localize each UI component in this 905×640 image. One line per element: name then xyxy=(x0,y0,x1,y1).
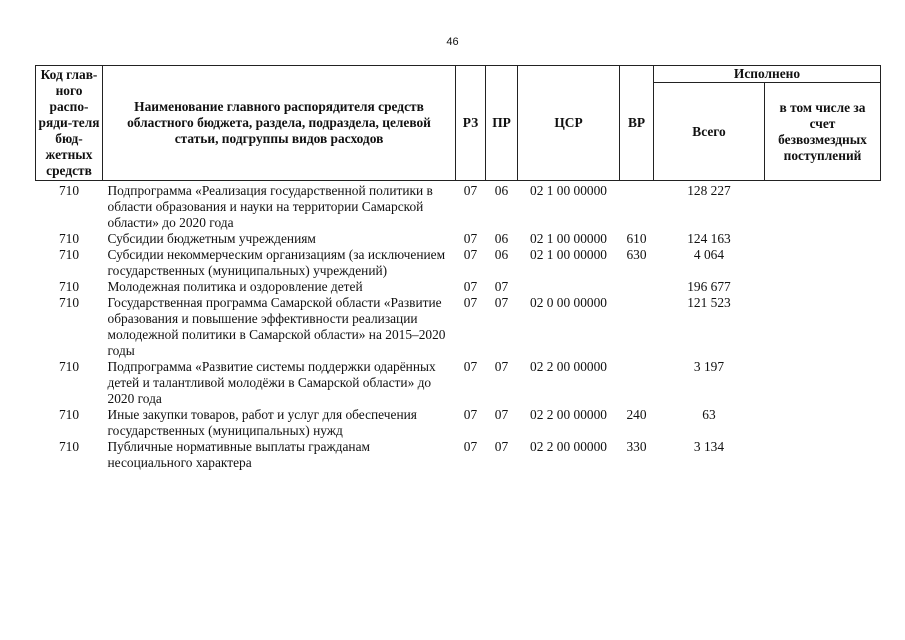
cell-code: 710 xyxy=(58,231,80,246)
table-body xyxy=(36,181,881,472)
cell-free xyxy=(765,231,881,247)
cell-vr: 240 xyxy=(626,407,647,422)
table-row xyxy=(36,247,881,279)
cell-code: 710 xyxy=(58,183,80,198)
cell-vr xyxy=(620,181,654,232)
cell-pr: 06 xyxy=(494,183,509,198)
cell-total: 3 134 xyxy=(693,439,725,454)
cell-pr: 07 xyxy=(494,439,509,454)
cell-name: Субсидии бюджетным учреждениям xyxy=(107,231,316,246)
cell-rz: 07 xyxy=(463,247,478,262)
cell-total: 124 163 xyxy=(687,231,731,246)
cell-rz: 07 xyxy=(463,279,478,294)
cell-total: 3 197 xyxy=(693,359,725,374)
cell-free xyxy=(765,407,881,439)
header-free: в том числе за счет безвозмездных поступлений xyxy=(765,83,881,181)
cell-free xyxy=(765,279,881,295)
cell-csr: 02 2 00 00000 xyxy=(530,407,607,422)
cell-free xyxy=(765,439,881,471)
table-row xyxy=(36,181,881,232)
cell-rz: 07 xyxy=(463,407,478,422)
table-header xyxy=(36,66,881,181)
cell-rz: 07 xyxy=(463,359,478,374)
header-total: Всего xyxy=(654,83,765,181)
cell-free xyxy=(765,359,881,407)
cell-csr: 02 2 00 00000 xyxy=(530,359,607,374)
cell-free xyxy=(765,181,881,232)
header-code: Код глав-ного распо-ряди-теля бюд-жетных средств xyxy=(36,66,103,181)
cell-vr: 630 xyxy=(626,247,647,262)
cell-code: 710 xyxy=(58,359,80,374)
header-name: Наименование главного распорядителя средств областного бюджета, раздела, подраздела, целевой статьи, подгруппы видов расходов xyxy=(103,66,456,181)
cell-vr: 610 xyxy=(626,231,647,246)
cell-code: 710 xyxy=(58,279,80,294)
budget-table xyxy=(35,65,881,471)
cell-vr xyxy=(620,359,654,407)
cell-free xyxy=(765,295,881,359)
cell-free xyxy=(765,247,881,279)
cell-csr: 02 0 00 00000 xyxy=(530,295,607,310)
page-number: 46 xyxy=(446,36,459,48)
table-row xyxy=(36,439,881,471)
cell-total: 128 227 xyxy=(687,183,731,198)
cell-code: 710 xyxy=(58,407,80,422)
cell-name: Иные закупки товаров, работ и услуг для обеспечения государственных (муниципальных) нужд xyxy=(107,407,417,438)
cell-code: 710 xyxy=(58,439,80,454)
table-row xyxy=(36,231,881,247)
cell-code: 710 xyxy=(58,295,80,310)
header-vr: ВР xyxy=(620,66,654,181)
cell-rz: 07 xyxy=(463,183,478,198)
cell-vr xyxy=(620,295,654,359)
cell-pr: 07 xyxy=(494,359,509,374)
cell-name: Государственная программа Самарской области «Развитие образования и повышение эффективности реализации молодежной политики в Самарской области» на 2015–2020 годы xyxy=(107,295,446,358)
header-csr: ЦСР xyxy=(518,66,620,181)
cell-total: 4 064 xyxy=(693,247,725,262)
cell-vr: 330 xyxy=(626,439,647,454)
cell-pr: 07 xyxy=(494,279,509,294)
cell-total: 121 523 xyxy=(687,295,731,310)
cell-csr: 02 1 00 00000 xyxy=(530,183,607,198)
cell-rz: 07 xyxy=(463,295,478,310)
cell-name: Субсидии некоммерческим организациям (за исключением государственных (муниципальных) учреждений) xyxy=(107,247,446,278)
cell-total: 63 xyxy=(702,407,716,422)
cell-pr: 06 xyxy=(494,247,509,262)
cell-rz: 07 xyxy=(463,439,478,454)
cell-rz: 07 xyxy=(463,231,478,246)
table-row xyxy=(36,279,881,295)
table-row xyxy=(36,359,881,407)
cell-csr: 02 2 00 00000 xyxy=(530,439,607,454)
cell-csr xyxy=(518,279,620,295)
header-rz: РЗ xyxy=(456,66,486,181)
cell-csr: 02 1 00 00000 xyxy=(530,247,607,262)
table-row xyxy=(36,407,881,439)
cell-pr: 07 xyxy=(494,407,509,422)
cell-pr: 06 xyxy=(494,231,509,246)
cell-name: Молодежная политика и оздоровление детей xyxy=(107,279,363,294)
cell-pr: 07 xyxy=(494,295,509,310)
cell-vr xyxy=(620,279,654,295)
header-pr: ПР xyxy=(486,66,518,181)
header-executed: Исполнено xyxy=(654,66,881,83)
cell-name: Подпрограмма «Развитие системы поддержки одарённых детей и талантливой молодёжи в Самарской области» до 2020 года xyxy=(107,359,436,406)
cell-name: Подпрограмма «Реализация государственной политики в области образования и науки на территории Самарской области» до 2020 года xyxy=(107,183,433,230)
cell-code: 710 xyxy=(58,247,80,262)
table-row xyxy=(36,295,881,359)
cell-csr: 02 1 00 00000 xyxy=(530,231,607,246)
cell-total: 196 677 xyxy=(687,279,731,294)
cell-name: Публичные нормативные выплаты гражданам несоциального характера xyxy=(107,439,371,470)
